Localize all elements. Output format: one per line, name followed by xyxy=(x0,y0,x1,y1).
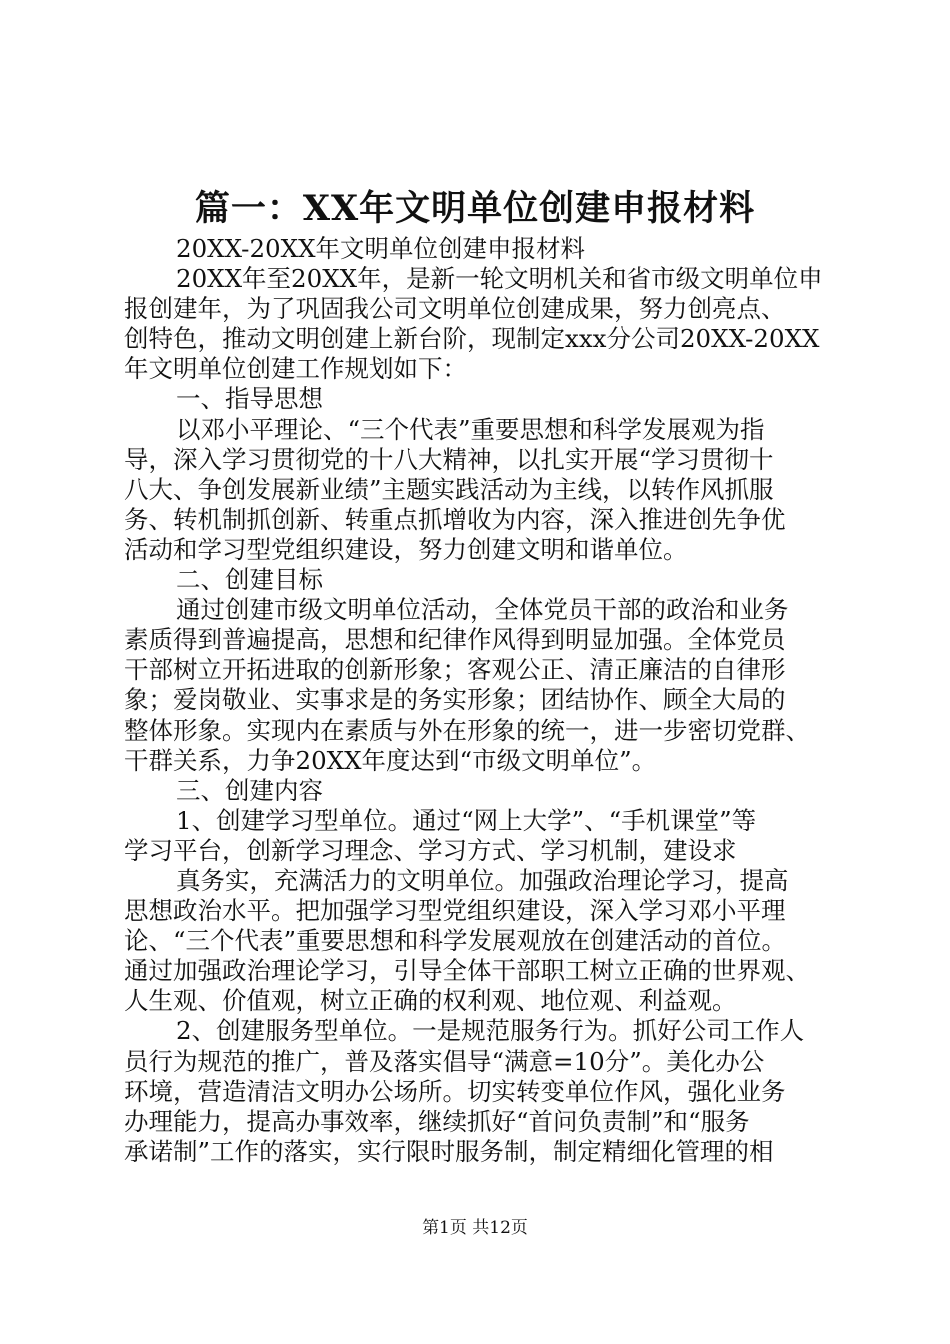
document-line: 素质得到普遍提高，思想和纪律作风得到明显加强。全体党员 xyxy=(124,625,786,655)
document-line: 思想政治水平。把加强学习型党组织建设，深入学习邓小平理 xyxy=(124,896,786,926)
document-line: 论、“三个代表”重要思想和科学发展观放在创建活动的首位。 xyxy=(124,926,787,956)
document-line: 员行为规范的推广，普及落实倡导“满意=10分”。美化办公 xyxy=(124,1046,765,1076)
document-line: 三、创建内容 xyxy=(176,775,323,805)
document-line: 务、转机制抓创新、转重点抓增收为内容，深入推进创先争优 xyxy=(124,504,786,534)
document-line: 干部树立开拓进取的创新形象；客观公正、清正廉洁的自律形 xyxy=(124,655,786,685)
document-line: 象；爱岗敬业、实事求是的务实形象；团结协作、顾全大局的 xyxy=(124,685,786,715)
document-line: 年文明单位创建工作规划如下： xyxy=(124,354,467,384)
document-line: 环境，营造清洁文明办公场所。切实转变单位作风，强化业务 xyxy=(124,1076,786,1106)
document-line: 办理能力，提高办事效率，继续抓好“首问负责制”和“服务 xyxy=(124,1106,750,1136)
document-line: 真务实，充满活力的文明单位。加强政治理论学习，提高 xyxy=(176,865,789,895)
document-body xyxy=(124,234,839,1167)
document-line: 学习平台，创新学习理念、学习方式、学习机制，建设求 xyxy=(124,835,737,865)
document-line: 一、指导思想 xyxy=(176,384,323,414)
page-footer: 第1页 共12页 xyxy=(422,1218,528,1238)
document-line: 干群关系，力争20XX年度达到“市级文明单位”。 xyxy=(124,745,657,775)
document-line: 报创建年，为了巩固我公司文明单位创建成果，努力创亮点、 xyxy=(124,294,786,324)
document-line: 1、创建学习型单位。通过“网上大学”、“手机课堂”等 xyxy=(176,805,757,835)
document-line: 人生观、价值观，树立正确的权利观、地位观、利益观。 xyxy=(124,986,737,1016)
document-line: 整体形象。实现内在素质与外在形象的统一，进一步密切党群、 xyxy=(124,715,810,745)
document-line: 导，深入学习贯彻党的十八大精神，以扎实开展“学习贯彻十 xyxy=(124,444,774,474)
document-line: 八大、争创发展新业绩”主题实践活动为主线，以转作风抓服 xyxy=(124,474,774,504)
document-line: 二、创建目标 xyxy=(176,565,323,595)
document-line: 承诺制”工作的落实，实行限时服务制，制定精细化管理的相 xyxy=(124,1136,774,1166)
document-line: 活动和学习型党组织建设，努力创建文明和谐单位。 xyxy=(124,534,688,564)
document-line: 以邓小平理论、“三个代表”重要思想和科学发展观为指 xyxy=(176,414,765,444)
document-line: 2、创建服务型单位。一是规范服务行为。抓好公司工作人 xyxy=(176,1016,805,1046)
document-line: 20XX年至20XX年，是新一轮文明机关和省市级文明单位申 xyxy=(176,264,823,294)
document-title: 篇一：XX年文明单位创建申报材料 xyxy=(194,188,756,229)
document-line: 通过加强政治理论学习，引导全体干部职工树立正确的世界观、 xyxy=(124,956,810,986)
document-line: 20XX-20XX年文明单位创建申报材料 xyxy=(176,234,586,263)
document-line: 通过创建市级文明单位活动，全体党员干部的政治和业务 xyxy=(176,595,789,625)
document-line: 创特色，推动文明创建上新台阶，现制定xxx分公司20XX-20XX xyxy=(124,324,820,354)
